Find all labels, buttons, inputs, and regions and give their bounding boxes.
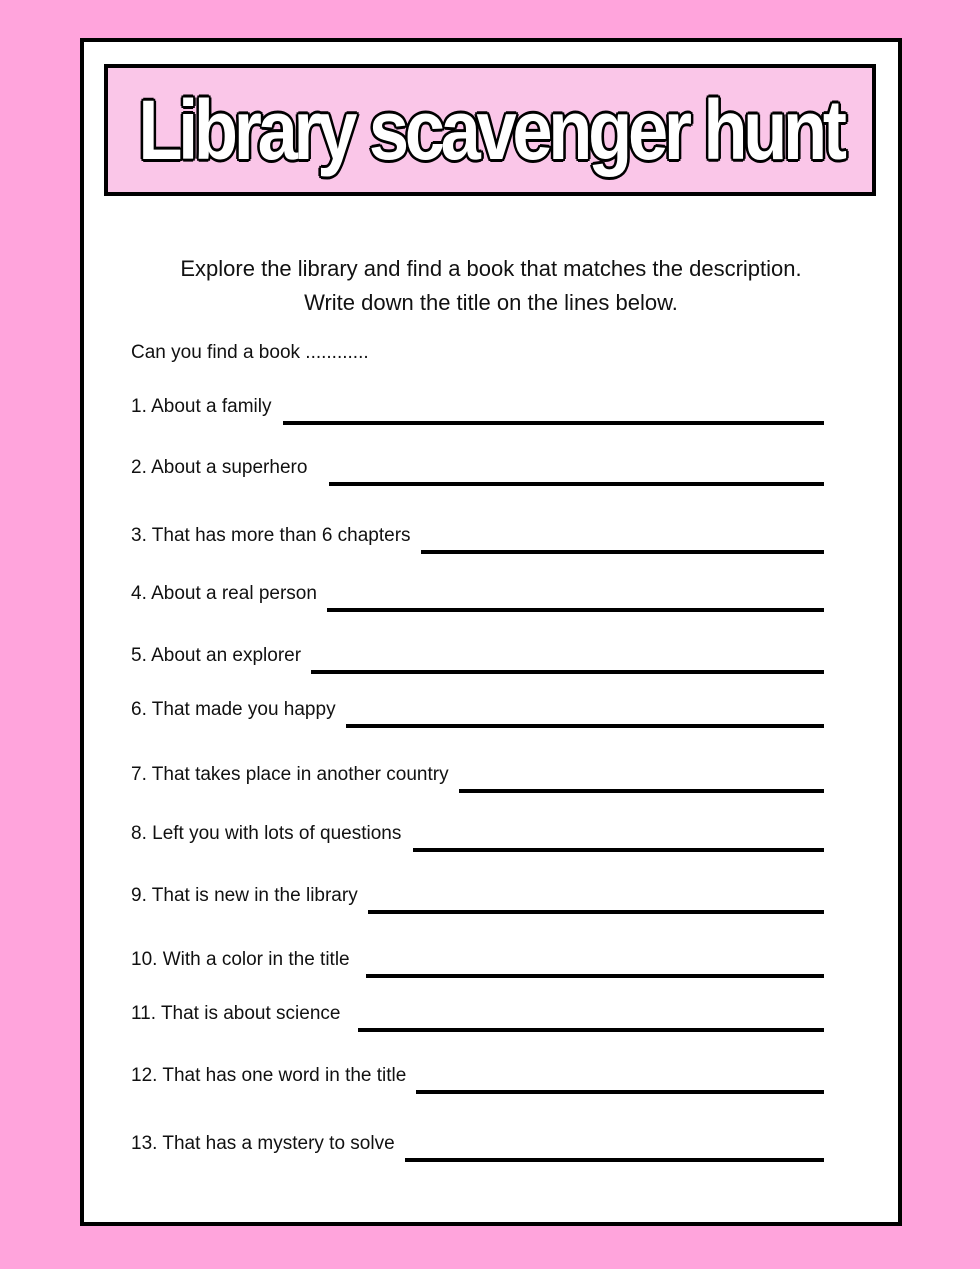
item-label: 1. About a family: [131, 396, 272, 417]
list-item: [131, 753, 824, 793]
answer-line[interactable]: [283, 421, 824, 425]
instructions: [84, 252, 898, 320]
answer-line[interactable]: [358, 1028, 824, 1032]
instructions-line-2: Write down the title on the lines below.: [304, 290, 678, 315]
answer-line[interactable]: [311, 670, 824, 674]
item-label: 6. That made you happy: [131, 699, 336, 720]
answer-line[interactable]: [405, 1158, 824, 1162]
item-label: 9. That is new in the library: [131, 885, 358, 906]
list-item: [131, 874, 824, 914]
item-label: 5. About an explorer: [131, 645, 302, 666]
list-item: [131, 992, 824, 1032]
list-item: [131, 1122, 824, 1162]
item-label: 12. That has one word in the title: [131, 1065, 407, 1086]
item-label: 3. That has more than 6 chapters: [131, 525, 411, 546]
list-item: [131, 938, 824, 978]
answer-line[interactable]: [368, 910, 824, 914]
answer-line[interactable]: [459, 789, 824, 793]
item-label: 4. About a real person: [131, 583, 317, 604]
list-item: [131, 1054, 824, 1094]
item-label: 11. That is about science: [131, 1003, 341, 1024]
answer-line[interactable]: [366, 974, 824, 978]
answer-line[interactable]: [329, 482, 824, 486]
list-item: [131, 446, 824, 486]
list-item: [131, 688, 824, 728]
answer-line[interactable]: [416, 1090, 824, 1094]
instructions-line-1: Explore the library and find a book that matches the description.: [180, 256, 802, 281]
list-item: [131, 514, 824, 554]
item-label: 13. That has a mystery to solve: [131, 1133, 395, 1154]
answer-line[interactable]: [327, 608, 824, 612]
lead-prompt: Can you find a book ............: [131, 342, 369, 363]
page-title: Library scavenger hunt: [137, 83, 843, 177]
item-label: 2. About a superhero: [131, 457, 308, 478]
list-item: [131, 385, 824, 425]
list-item: [131, 572, 824, 612]
answer-line[interactable]: [346, 724, 824, 728]
item-label: 10. With a color in the title: [131, 949, 350, 970]
list-item: [131, 634, 824, 674]
title-banner: [104, 64, 876, 196]
answer-line[interactable]: [421, 550, 824, 554]
answer-line[interactable]: [413, 848, 824, 852]
item-label: 7. That takes place in another country: [131, 764, 449, 785]
item-label: 8. Left you with lots of questions: [131, 823, 402, 844]
list-item: [131, 812, 824, 852]
worksheet: [80, 38, 902, 1226]
